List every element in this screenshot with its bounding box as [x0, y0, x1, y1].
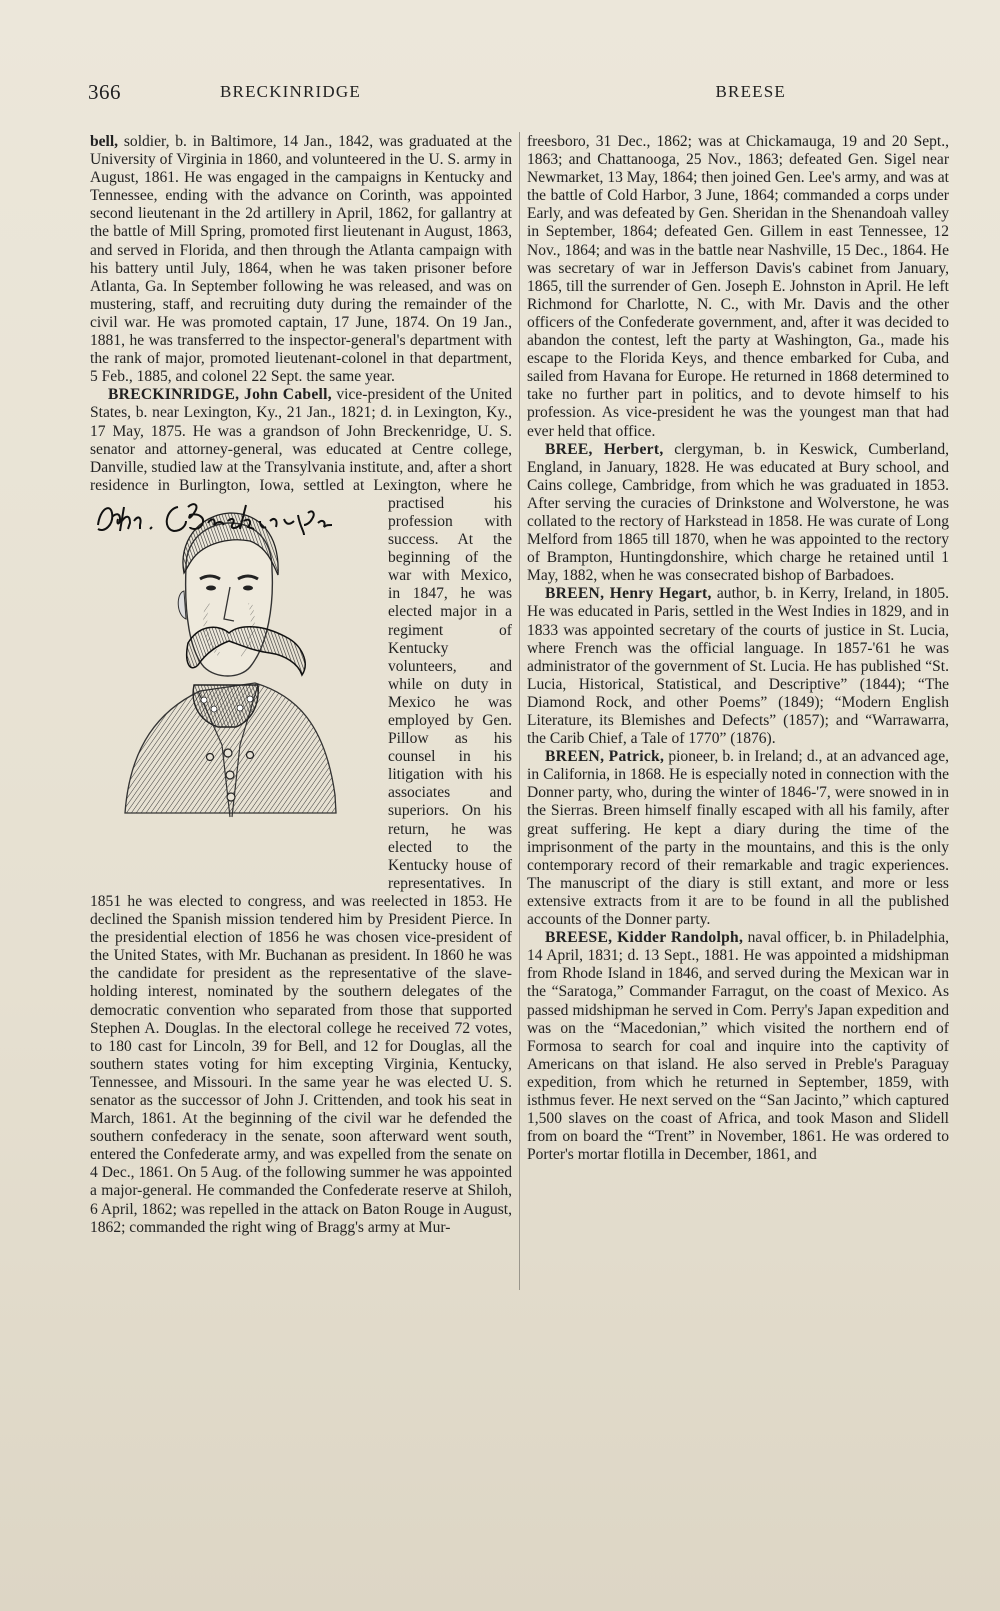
entry-text: soldier, b. in Baltimore, 14 Jan., 1842, was graduated at the University of Virginia in 1860, and volunteered in the U. S. army in August, 1861. He was engaged in the campaigns in Kentucky and Tennessee, ending with the advance on Corinth, was appointed second lieutenant in the 2d artillery in April, 1862, for gallantry at the battle of Mill Spring, promoted first lieutenant in August, 1863, and served in Florida, and then through the Atlanta campaign with his battery until July, 1864, when he was taken prisoner before Atlanta, Ga. In September following he was released, and was on mustering, staff, and recruiting duty during the remainder of the civil war. He was promoted captain, 17 June, 1874. On 19 Jan., 1881, he was transferred to the inspector-general's department with the rank of major, promoted lieutenant-colonel in that department, 5 Feb., 1885, and colonel 22 Sept. the same year. — [90, 133, 512, 386]
entry-continued — [527, 133, 949, 441]
entry-text: clergyman, b. in Keswick, Cumberland, England, in January, 1828. He was educated at Bury school, and Cains college, Cambridge, from which he was graduated in 1853. After serving the curacies of Drinkstone and Wolverstone, he was collated to the rectory of Harkstead in 1858. He was curate of Long Melford from 1865 till 1870, when he was appointed to the rectory of Brampton, Huntingdonshire, which charge he retained until 1 May, 1882, when he was consecrated bishop of Barbadoes. — [527, 440, 949, 585]
running-head-left: BRECKINRIDGE — [220, 82, 361, 101]
entry-continued — [90, 133, 512, 386]
page-number: 366 — [88, 80, 121, 104]
portrait-illustration — [90, 495, 380, 875]
entry-text: vice-president of the United States, b. near Lexington, Ky., 21 Jan., 1821; d. in Lexington, Ky., 17 May, 1875. He was a grandson of John Breckenridge, U. S. senator and attorney-general, was educated at Centre college, Danville, studied law at the Transylvania institute, and, after a short residence in Burlington, Iowa, settled at Lexington, where he — [90, 386, 512, 494]
left-column — [90, 133, 512, 1237]
entry-breckinridge-john-cabell — [90, 386, 512, 1236]
entry-breese-kidder-randolph — [527, 929, 949, 1164]
right-column — [527, 133, 949, 1164]
portrait-engraving — [90, 495, 380, 825]
entry-bree-herbert — [527, 441, 949, 586]
column-divider — [519, 132, 520, 1290]
signature-image — [90, 495, 380, 539]
entry-breen-patrick — [527, 748, 949, 929]
entry-text: author, b. in Kerry, Ireland, in 1805. He was educated in Paris, settled in the West Indies in 1829, and in 1833 was appointed secretary of the courts of justice in St. Lucia, where French was the official language. In 1857-'61 he was administrator of the government of St. Lucia. He has published “St. Lucia, Historical, Statistical, and Descriptive” (1844); “The Diamond Rock, and other Poems” (1849); “Modern English Literature, its Blemishes and Defects” (1857); and “Warrawarra, the Carib Chief, a Tale of 1770” (1876). — [527, 585, 949, 748]
entry-text: freesboro, 31 Dec., 1862; was at Chickamauga, 19 and 20 Sept., 1863; and Chattanooga, 25 Nov., 1863; defeated Gen. Sigel near Newmarket, 13 May, 1864; then joined Gen. Lee's army, and was at the battle of Cold Harbor, 3 June, 1864; commanded a corps under Early, and was defeated by Gen. Sheridan in the Shenandoah valley in September, 1864; defeated Gen. Gillem in east Tennessee, 12 Nov., 1864; and was in the battle near Nashville, 15 Dec., 1864. He was secretary of war in Jefferson Davis's cabinet from January, 1865, till the surrender of Gen. Joseph E. Johnston in April. He left Richmond for Charlotte, N. C., with Mr. Davis and the other officers of the Confederate government, and, after it was decided to abandon the contest, left the party at Washington, Ga., made his escape to the Florida Keys, and thence embarked for Cuba, and sailed from Havana for Europe. He returned in 1868 determined to take no further part in politics, and to devote himself to his profession. As vice-president he was the youngest man that had ever held that office. — [527, 133, 949, 440]
entry-headword: BREEN, Patrick, — [545, 748, 665, 766]
entry-headword: BREEN, Henry Hegart, — [545, 585, 712, 603]
entry-headword: BREESE, Kidder Randolph, — [545, 929, 744, 947]
entry-text: pioneer, b. in Ireland; d., at an advanced age, in California, in 1868. He is especially noted in connection with the Donner party, who, during the winter of 1846-'7, were snowed in in the Sierras. Breen himself finally escaped with all his family, after great suffering. He kept a diary during the time of the imprisonment of the party in the mountains, and this is the only contemporary record of their remarkable and tragic experiences. The manuscript of the diary is still extant, and more or less extensive extracts from it are to be found in all the published accounts of the Donner party. — [527, 748, 949, 929]
entry-breen-henry-hegart — [527, 585, 949, 748]
entry-headword: bell, — [90, 133, 119, 150]
entry-text: practised his profession with success. At the beginning of the war with Mexico, in 1847, he was elected major in a regiment of Kentucky volunteers, and while on duty in Mexico he was employed by Gen. Pillow as his counsel in his litigation with his associates and superiors. On his return, he was elected to the Kentucky house of representatives. In 1851 he was elected to congress, and was reelected in 1853. He declined the Spanish mission tendered him by President Pierce. In the presidential election of 1856 he was chosen vice-president of the United States, with Mr. Buchanan as president. In 1860 he was the candidate for president as the representative of the slave-holding interest, nominated by the southern delegates of the democratic convention who separated from those that supported Stephen A. Douglas. In the electoral college he received 72 votes, to 180 cast for Lincoln, 39 for Bell, and 12 for Douglas, all the southern states voting for him excepting Virginia, Kentucky, Tennessee, and Missouri. In the same year he was elected U. S. senator as the successor of John J. Crittenden, and took his seat in March, 1861. At the beginning of the civil war he defended the southern confederacy in the senate, soon afterward went south, entered the Confederate army, and was expelled from the senate on 4 Dec., 1861. On 5 Aug. of the following summer he was appointed a major-general. He commanded the Confederate reserve at Shiloh, 6 April, 1862; was repelled in the attack on Baton Rouge in August, 1862; commanded the right wing of Bragg's army at Mur- — [90, 494, 512, 1236]
running-head-right: BREESE — [715, 82, 786, 101]
entry-headword: BRECKINRIDGE, John Cabell, — [108, 386, 332, 404]
entry-text: naval officer, b. in Philadelphia, 14 April, 1831; d. 13 Sept., 1881. He was appointed a midshipman from Rhode Island in 1846, and served during the Mexican war in the “Saratoga,” Commander Farragut, on the coast of Mexico. As passed midshipman he served in Com. Perry's Japan expedition and was on the “Macedonian,” which visited the northern end of Formosa to search for coal and inquire into the captivity of Americans on that island. He also served in Preble's Paraguay expedition, from which he returned in September, 1859, with isthmus fever. He next served on the “San Jacinto,” which captured 1,500 slaves on the coast of Africa, and took Mason and Slidell from on board the “Trent” in November, 1861. He was ordered to Porter's mortar flotilla in December, 1861, and — [527, 929, 949, 1164]
entry-headword: BREE, Herbert, — [545, 440, 664, 458]
page-header — [88, 78, 786, 112]
